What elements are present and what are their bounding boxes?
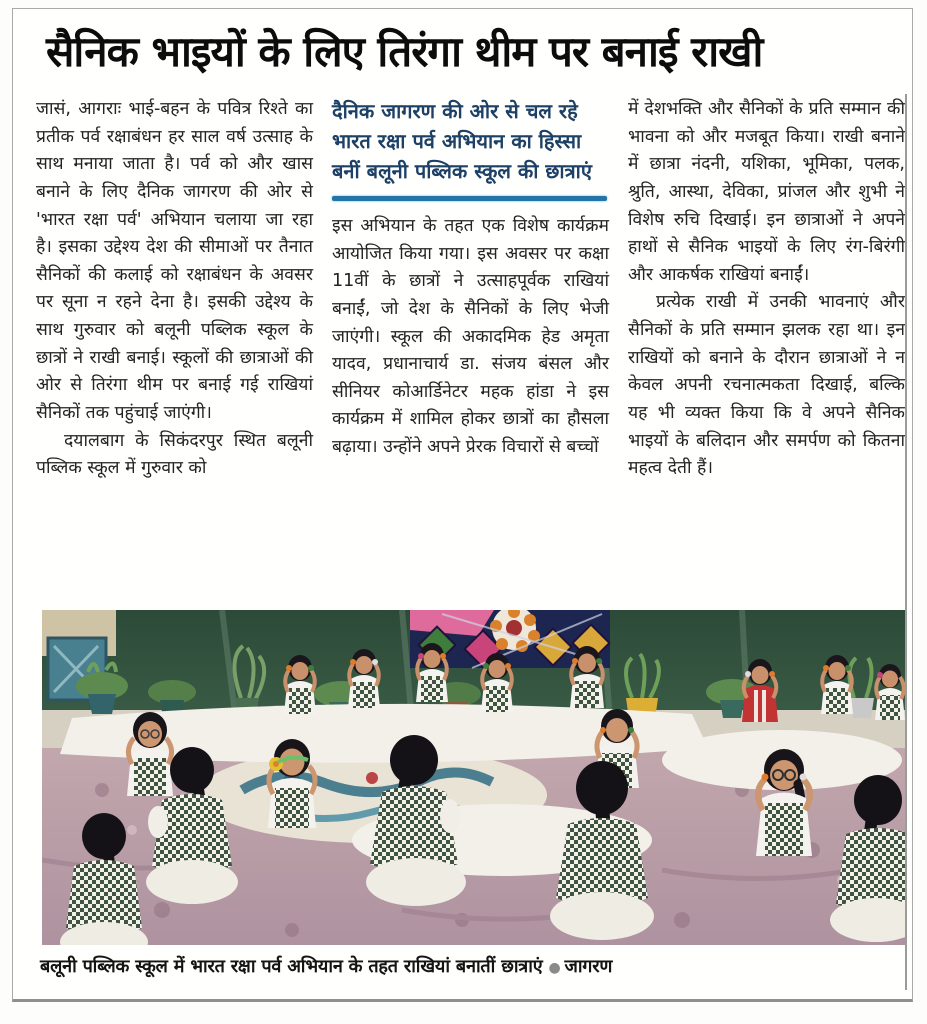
column-3: [628, 96, 905, 483]
col2-body: इस अभियान के तहत एक विशेष कार्यक्रम आयोजित किया गया। इस अवसर पर कक्षा 11वीं के छात्रों ने उत्साहपूर्वक राखियां बनाईं, जो देश के सैनिकों के लिए भेजी जाएंगी। स्कूल की अकादमिक हेड अमृता यादव, प्रधानाचार्य डा. संजय बंसल और सीनियर कोआर्डिनेटर महक हांडा ने इस कार्यक्रम में शामिल होकर छात्रों का हौसला बढ़ाया। उन्होंने अपने प्रेरक विचारों से बच्चों: [332, 216, 609, 458]
column-2: [332, 96, 609, 483]
column-1: [36, 96, 313, 483]
credit-label: जागरण: [564, 956, 613, 977]
col1-paragraph-2: दयालबाग के सिकंदरपुर स्थित बलूनी पब्लिक स्कूल में गुरुवार को: [36, 430, 313, 479]
article-columns: [36, 96, 906, 483]
caption-text: बलूनी पब्लिक स्कूल में भारत रक्षा पर्व अभियान के तहत राखियां बनातीं छात्राएं: [40, 956, 543, 977]
photo-caption: [40, 954, 900, 978]
credit-bullet-icon: ●: [548, 960, 561, 976]
col3-paragraph-2: प्रत्येक राखी में उनकी भावनाएं और सैनिकों के प्रति सम्मान झलक रहा था। इन राखियों को बनाने के दौरान छात्राओं ने न केवल अपनी रचनात्मकता दिखाई, बल्कि यह भी व्यक्त किया कि वे अपने सैनिक भाइयों के बलिदान और समर्पण को कितना महत्व देती हैं।: [628, 292, 905, 479]
article-photo: [42, 610, 905, 945]
col1-paragraph-1: जासं, आगराः भाई-बहन के पवित्र रिश्ते का प्रतीक पर्व रक्षाबंधन हर साल वर्ष उत्साह के साथ मनाया जाता है। पर्व को और खास बनाने के लिए दैनिक जागरण की ओर से 'भारत रक्षा पर्व' अभियान चलाया जा रहा है। इसका उद्देश्य देश की सीमाओं पर तैनात सैनिकों की कलाई को रक्षाबंधन के अवसर पर सूना न रहने देना है। इसकी उद्देश्य के साथ गुरुवार को बलूनी पब्लिक स्कूल के छात्रों ने राखी बनाई। स्कूलों की छात्राओं की ओर से तिरंगा थीम पर बनाई गई राखियां सैनिकों तक पहुंचाई जाएंगी।: [36, 99, 313, 424]
blue-rule: [332, 196, 607, 201]
article-headline: सैनिक भाइयों के लिए तिरंगा थीम पर बनाई राखी: [46, 27, 763, 76]
standfirst: दैनिक जागरण की ओर से चल रहे भारत रक्षा पर्व अभियान का हिस्सा बनीं बलूनी पब्लिक स्कूल की छात्राएं: [332, 99, 592, 183]
schoolgirls-photo-illustration: [42, 610, 905, 945]
col3-paragraph-1: में देशभक्ति और सैनिकों के प्रति सम्मान की भावना को और मजबूत किया। राखी बनाने में छात्रा नंदनी, यशिका, भूमिका, पलक, श्रुति, आस्था, देविका, प्रांजल और शुभी ने विशेष रुचि दिखाई। इन छात्राओं ने अपने हाथों से सैनिक भाइयों के लिए रंग-बिरंगी और आकर्षक राखियां बनाईं।: [628, 99, 905, 285]
column-divider-rule: [905, 94, 907, 990]
